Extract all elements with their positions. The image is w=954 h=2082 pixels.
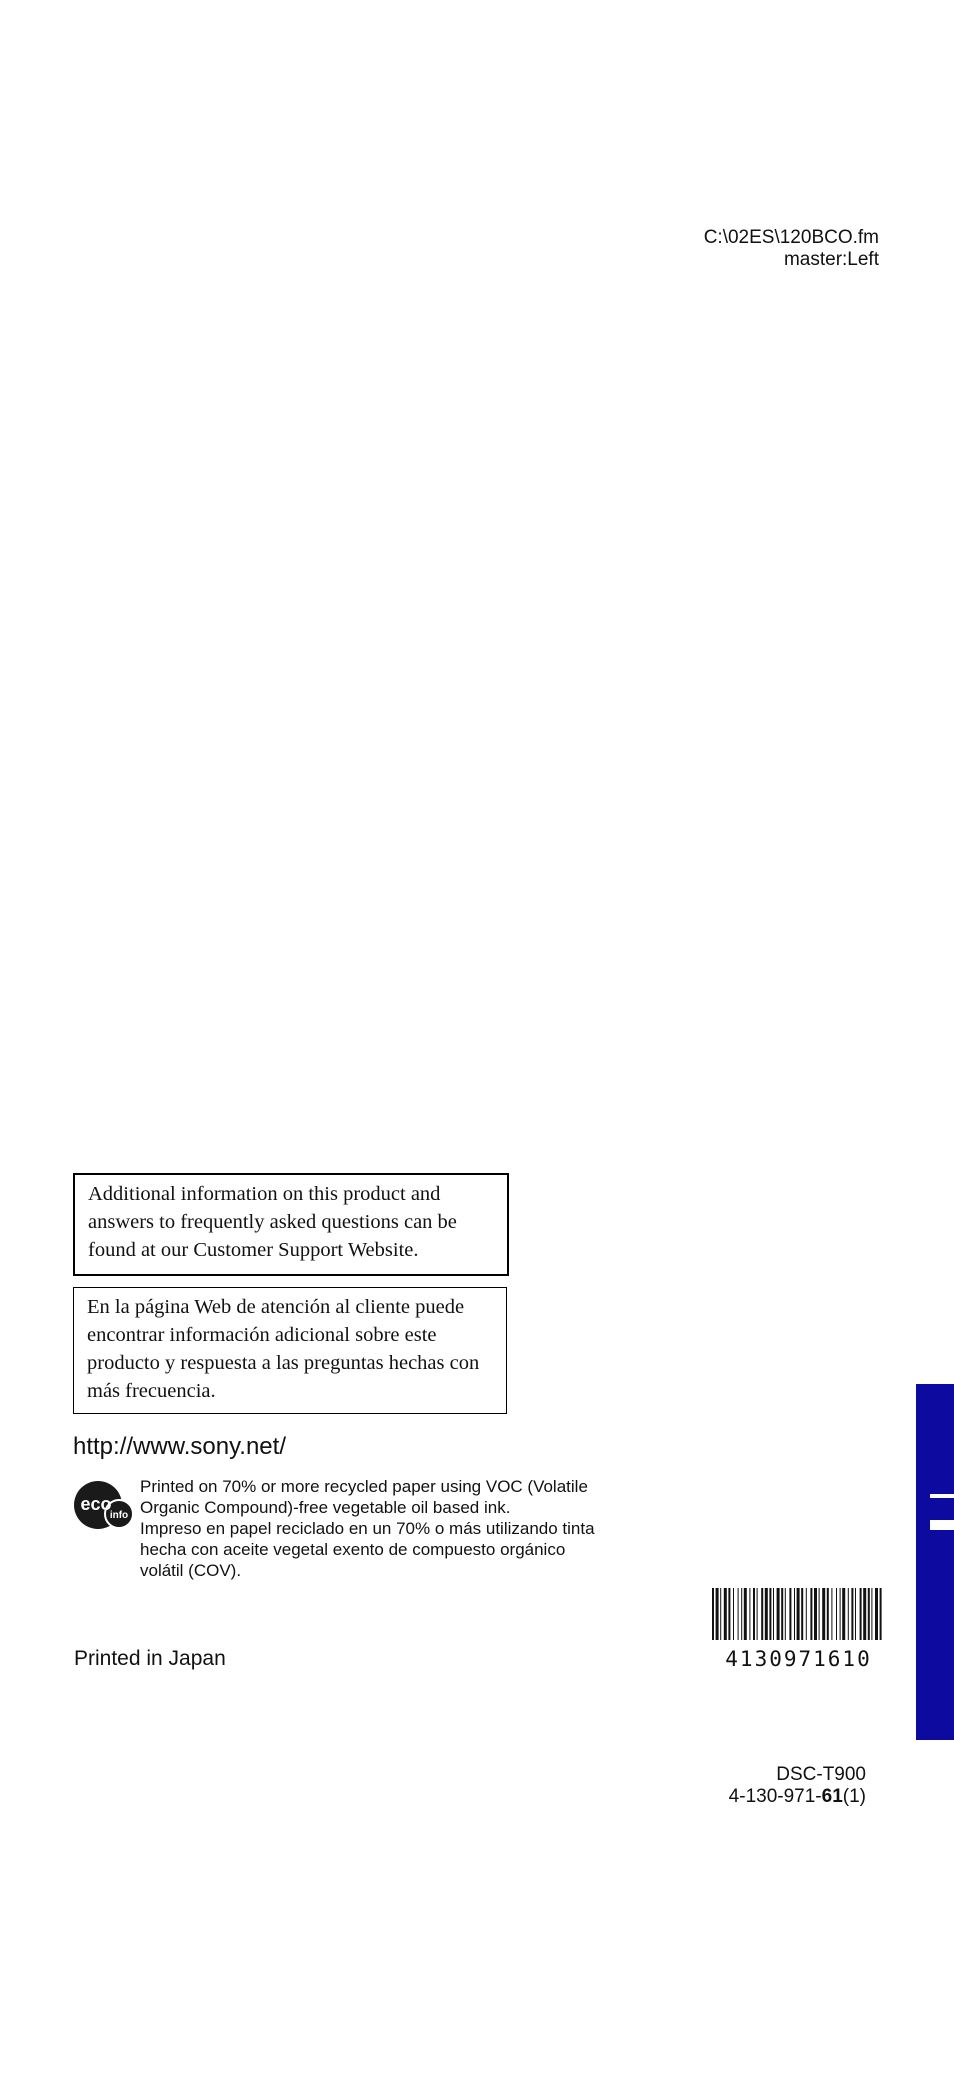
support-notice-spanish: En la página Web de atención al cliente puede encontrar información adicional sobre este producto y respuesta a las preguntas hechas con más frecuencia.	[73, 1287, 507, 1414]
master-page-label: master:Left	[783, 249, 879, 270]
barcode-bars	[712, 1588, 882, 1640]
svg-text:eco: eco	[80, 1494, 112, 1514]
sony-url-link[interactable]: http://www.sony.net/	[73, 1433, 286, 1460]
model-code-bold: 61	[821, 1786, 843, 1807]
model-code	[729, 1786, 866, 1808]
eco-statement	[140, 1476, 595, 1581]
side-tab-mark	[930, 1520, 954, 1530]
eco-info-logo-icon	[73, 1480, 133, 1530]
side-tab-mark	[930, 1494, 954, 1498]
barcode	[711, 1588, 886, 1670]
model-code-prefix: 4-130-971-	[728, 1786, 822, 1807]
printed-in-japan: Printed in Japan	[74, 1647, 226, 1670]
svg-text:info: info	[109, 1510, 129, 1521]
file-header	[704, 227, 879, 271]
side-index-tab	[916, 1384, 954, 1740]
model-name: DSC-T900	[776, 1764, 866, 1785]
model-code-suffix: (1)	[842, 1786, 866, 1807]
file-path: C:\02ES\120BCO.fm	[703, 227, 879, 248]
support-notice-english: Additional information on this product and answers to frequently asked questions can be found at our Customer Support Website.	[73, 1173, 509, 1276]
barcode-number: 4130971610	[725, 1647, 872, 1670]
eco-statement-spanish: Impreso en papel reciclado en un 70% o más utilizando tinta hecha con aceite vegetal exento de compuesto orgánico volátil (COV).	[140, 1519, 595, 1580]
eco-statement-english: Printed on 70% or more recycled paper using VOC (Volatile Organic Compound)-free vegetable oil based ink.	[140, 1477, 588, 1517]
model-info	[729, 1764, 866, 1808]
